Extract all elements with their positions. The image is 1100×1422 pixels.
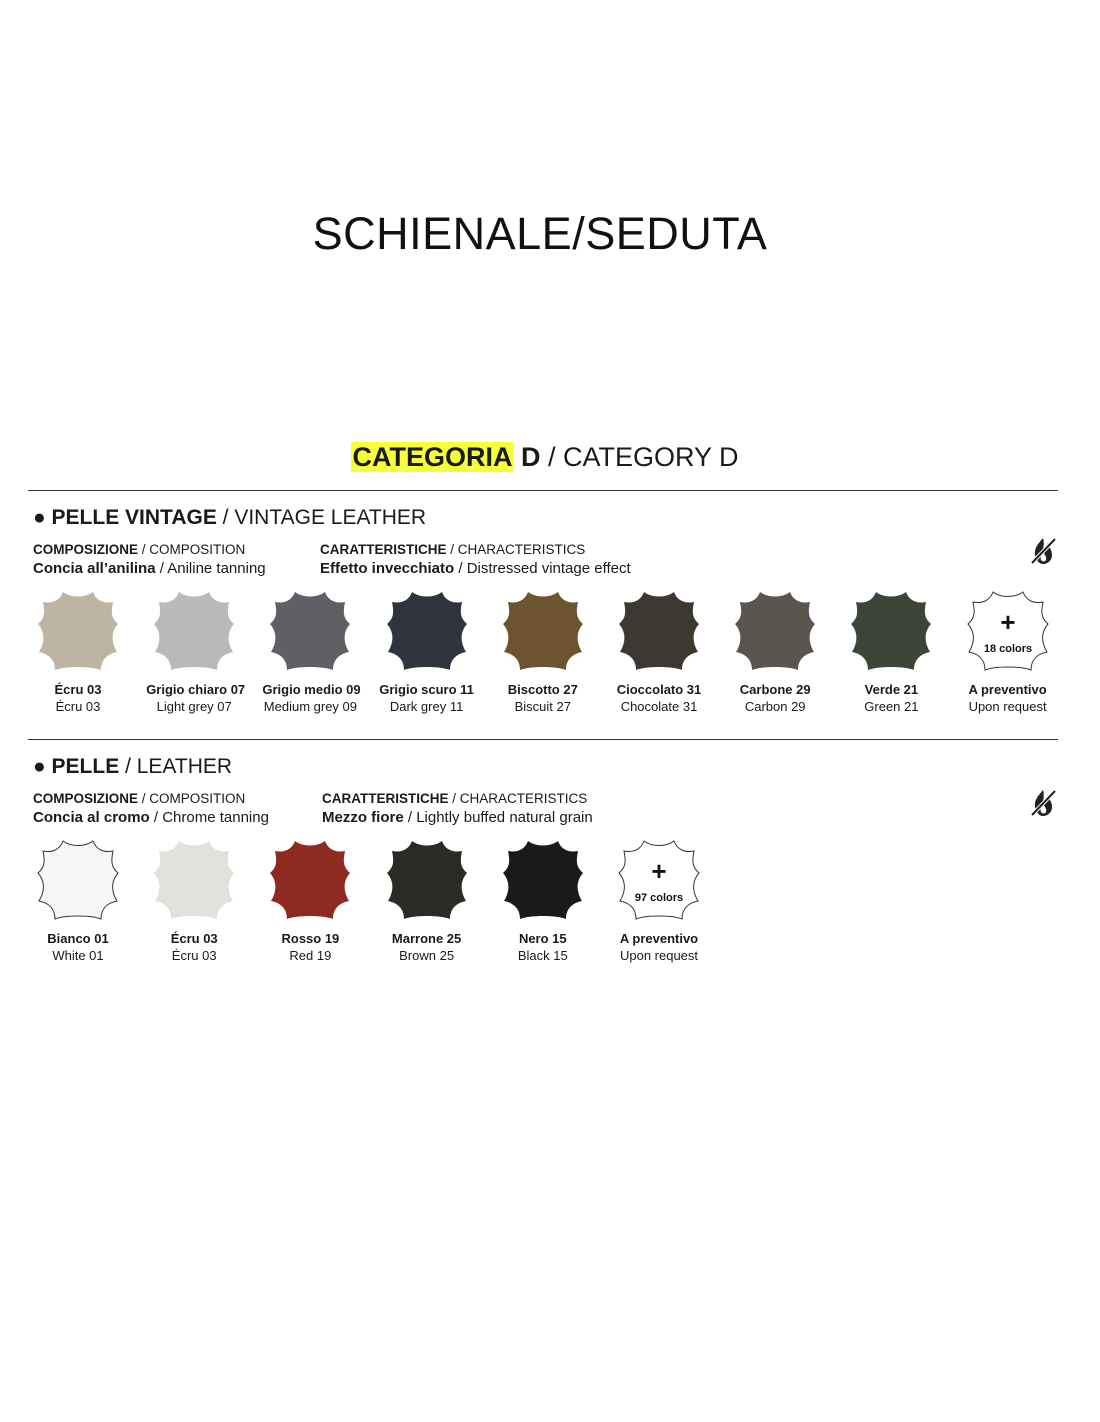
section-heading-en: / LEATHER bbox=[125, 755, 233, 778]
swatch-name-en: Black 15 bbox=[517, 948, 568, 963]
color-swatch[interactable] bbox=[30, 835, 126, 964]
composition-value-it: Concia all’anilina bbox=[33, 560, 156, 577]
characteristics-label-it: CARATTERISTICHE bbox=[320, 542, 447, 557]
category-title bbox=[0, 442, 1090, 473]
section-heading-it: PELLE bbox=[51, 755, 120, 778]
leather-hide-icon bbox=[730, 586, 820, 676]
characteristics-label-it: CARATTERISTICHE bbox=[322, 791, 449, 806]
section-vintage-leather bbox=[33, 506, 1058, 736]
leather-hide-icon bbox=[33, 835, 123, 925]
swatch-name-it: Verde 21 bbox=[864, 682, 919, 697]
colors-count: 18 colors bbox=[983, 643, 1032, 655]
characteristics-block bbox=[320, 540, 631, 578]
swatch-name-en: Écru 03 bbox=[171, 948, 217, 963]
section-heading bbox=[33, 506, 1058, 530]
color-swatch[interactable] bbox=[611, 586, 707, 715]
color-swatch[interactable] bbox=[960, 586, 1056, 715]
leather-hide-icon bbox=[33, 586, 123, 676]
swatch-name-en: Écru 03 bbox=[55, 699, 101, 714]
more-colors-hide-icon bbox=[614, 835, 704, 925]
swatch-name-it: Écru 03 bbox=[170, 931, 218, 946]
section-heading-en: / VINTAGE LEATHER bbox=[222, 506, 427, 529]
characteristics-value-en: / Lightly buffed natural grain bbox=[407, 809, 593, 826]
category-label-en: / CATEGORY D bbox=[547, 442, 739, 472]
swatch-name-it: Marrone 25 bbox=[391, 931, 462, 946]
color-swatch[interactable] bbox=[379, 586, 475, 715]
swatch-name-it: Grigio scuro 11 bbox=[379, 682, 474, 697]
characteristics-block bbox=[322, 789, 593, 827]
fire-retardant-icon bbox=[1029, 788, 1057, 818]
swatch-name-en: Medium grey 09 bbox=[263, 699, 357, 714]
swatch-name-it: A preventivo bbox=[968, 682, 1047, 697]
color-swatch[interactable] bbox=[262, 835, 358, 964]
swatch-name-en: Dark grey 11 bbox=[389, 699, 464, 714]
swatch-name-it: Nero 15 bbox=[518, 931, 567, 946]
characteristics-label-en: / CHARACTERISTICS bbox=[452, 791, 588, 806]
divider bbox=[28, 739, 1058, 740]
color-swatch[interactable] bbox=[146, 586, 246, 715]
swatch-name-en: Carbon 29 bbox=[744, 699, 806, 714]
bullet-icon: ● bbox=[33, 755, 46, 778]
leather-hide-icon bbox=[149, 835, 239, 925]
swatch-name-it: Biscotto 27 bbox=[507, 682, 578, 697]
characteristics-value-en: / Distressed vintage effect bbox=[458, 560, 631, 577]
swatch-name-it: Carbone 29 bbox=[739, 682, 811, 697]
leather-hide-icon bbox=[265, 586, 355, 676]
swatch-name-en: Green 21 bbox=[864, 699, 919, 714]
color-swatch[interactable] bbox=[379, 835, 475, 964]
composition-block bbox=[33, 789, 269, 827]
section-leather bbox=[33, 755, 1058, 985]
characteristics-value-it: Effetto invecchiato bbox=[320, 560, 455, 577]
composition-value-en: / Aniline tanning bbox=[159, 560, 266, 577]
category-label-it: CATEGORIA bbox=[352, 442, 513, 472]
swatch-name-en: White 01 bbox=[52, 948, 104, 963]
characteristics-value-it: Mezzo fiore bbox=[322, 809, 404, 826]
composition-label-it: COMPOSIZIONE bbox=[33, 791, 139, 806]
colors-count: 97 colors bbox=[634, 892, 684, 904]
section-heading bbox=[33, 755, 1058, 779]
swatch-name-en: Biscuit 27 bbox=[514, 699, 571, 714]
color-swatch[interactable] bbox=[146, 835, 242, 964]
divider bbox=[28, 490, 1058, 491]
leather-hide-icon bbox=[149, 586, 239, 676]
composition-block bbox=[33, 540, 266, 578]
characteristics-label-en: / CHARACTERISTICS bbox=[450, 542, 586, 557]
leather-hide-icon bbox=[265, 835, 355, 925]
leather-hide-icon bbox=[498, 586, 588, 676]
color-swatch[interactable] bbox=[843, 586, 939, 715]
fire-retardant-icon bbox=[1029, 536, 1057, 566]
swatch-name-en: Chocolate 31 bbox=[620, 699, 698, 714]
color-swatch[interactable] bbox=[611, 835, 707, 964]
leather-hide-icon bbox=[382, 586, 472, 676]
plus-icon: + bbox=[1000, 607, 1016, 637]
swatch-name-en: Upon request bbox=[968, 699, 1047, 714]
more-colors-hide-icon bbox=[963, 586, 1053, 676]
swatch-name-it: Grigio chiaro 07 bbox=[146, 682, 246, 697]
swatch-name-it: Grigio medio 09 bbox=[262, 682, 361, 697]
color-swatch[interactable] bbox=[495, 835, 591, 964]
swatch-name-en: Upon request bbox=[619, 948, 699, 963]
swatch-name-it: Écru 03 bbox=[54, 682, 102, 697]
swatch-name-it: A preventivo bbox=[619, 931, 699, 946]
swatch-name-it: Bianco 01 bbox=[47, 931, 109, 946]
swatch-name-it: Cioccolato 31 bbox=[616, 682, 702, 697]
swatch-name-en: Red 19 bbox=[289, 948, 332, 963]
bullet-icon: ● bbox=[33, 506, 46, 529]
leather-hide-icon bbox=[846, 586, 936, 676]
composition-value-it: Concia al cromo bbox=[33, 809, 150, 826]
section-heading-it: PELLE VINTAGE bbox=[51, 506, 217, 529]
composition-label-en: / COMPOSITION bbox=[141, 542, 246, 557]
color-swatch[interactable] bbox=[30, 586, 126, 715]
composition-label-en: / COMPOSITION bbox=[141, 791, 246, 806]
plus-icon: + bbox=[651, 856, 667, 886]
swatch-name-it: Rosso 19 bbox=[281, 931, 340, 946]
swatch-name-en: Light grey 07 bbox=[156, 699, 232, 714]
composition-label-it: COMPOSIZIONE bbox=[33, 542, 139, 557]
color-swatch[interactable] bbox=[727, 586, 823, 715]
category-letter: D bbox=[520, 442, 541, 472]
page-title: SCHIENALE/SEDUTA bbox=[312, 208, 768, 259]
leather-hide-icon bbox=[614, 586, 704, 676]
leather-hide-icon bbox=[382, 835, 472, 925]
color-swatch[interactable] bbox=[495, 586, 591, 715]
composition-value-en: / Chrome tanning bbox=[153, 809, 269, 826]
swatch-name-en: Brown 25 bbox=[399, 948, 455, 963]
color-swatch[interactable] bbox=[262, 586, 361, 715]
leather-hide-icon bbox=[498, 835, 588, 925]
